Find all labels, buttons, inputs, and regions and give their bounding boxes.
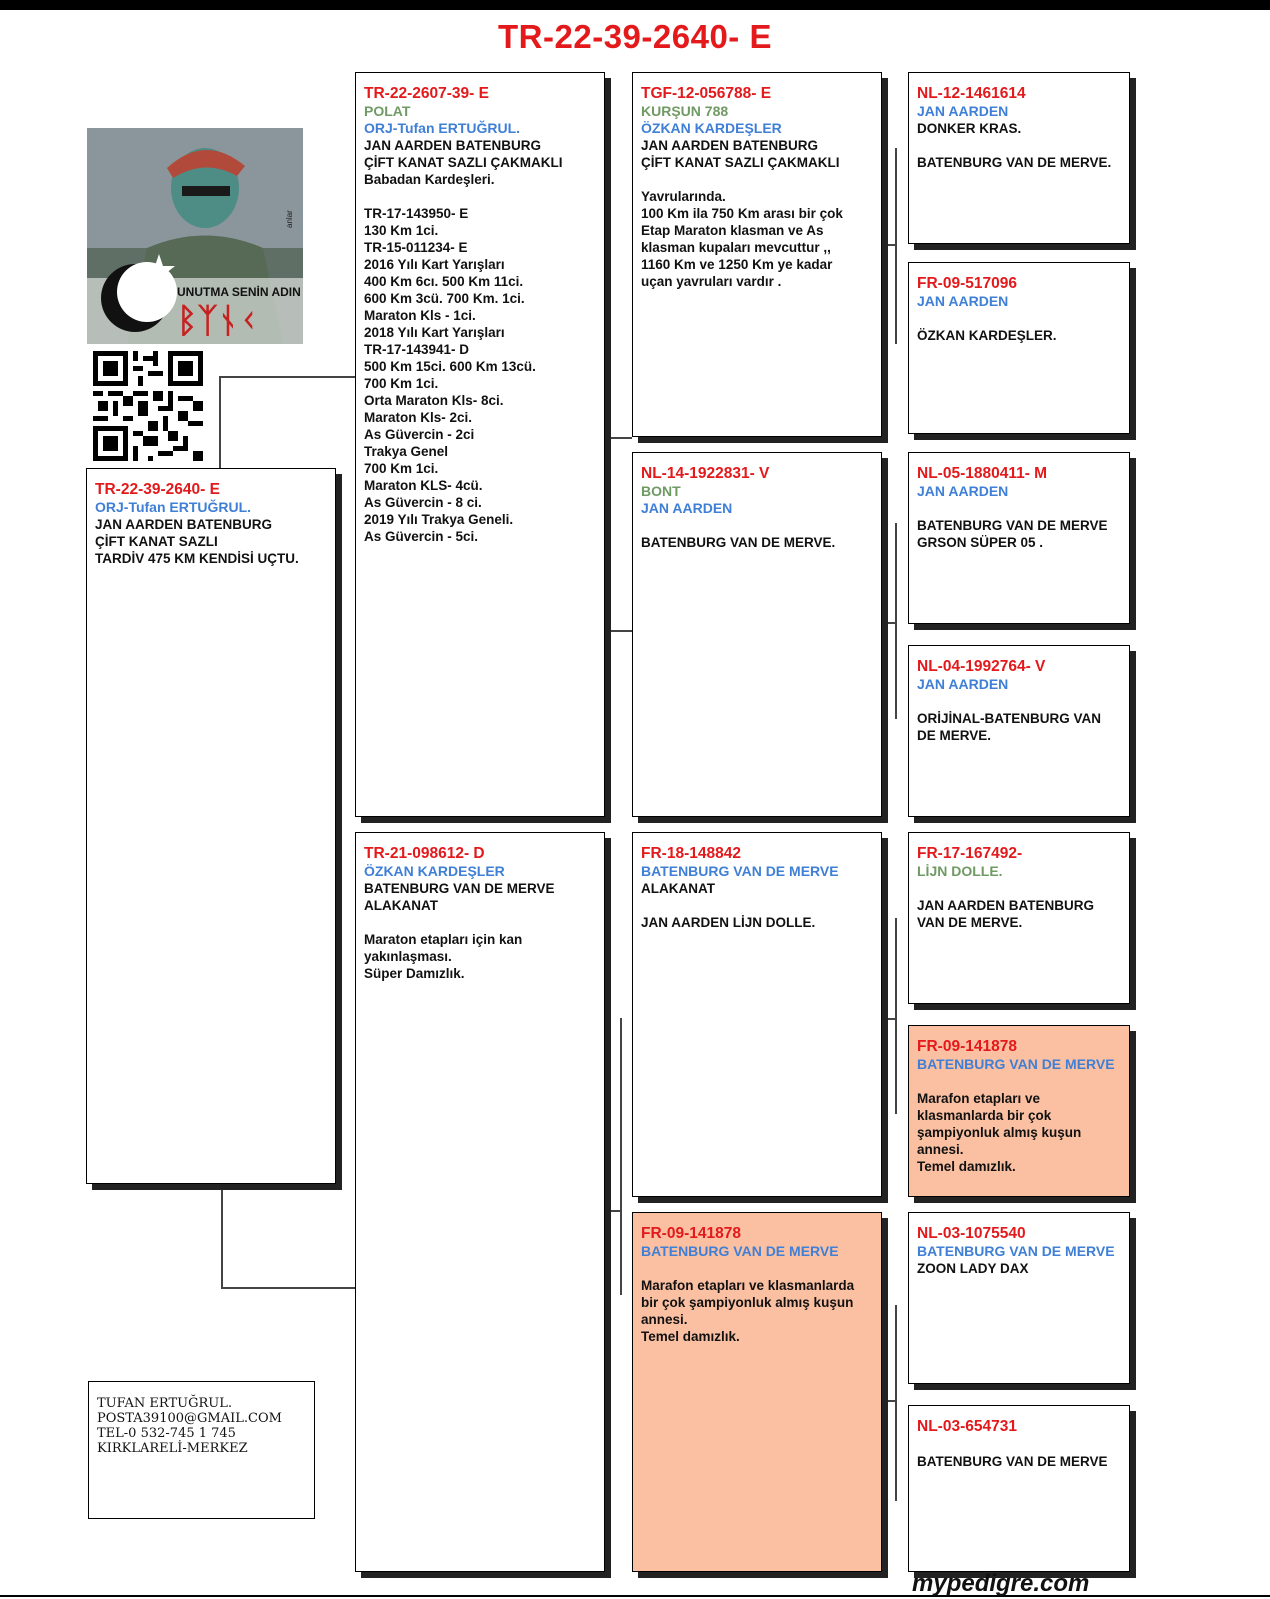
- pigeon-notes: Marafon etapları ve klasmanlarda bir çok şampiyonluk almış kuşun annesi. Temel damızlık.: [641, 1278, 855, 1344]
- qr-code: [93, 351, 203, 461]
- top-bar: [0, 0, 1270, 10]
- pigeon-card-sire: [355, 72, 605, 817]
- pigeon-card-dds: [908, 1212, 1130, 1384]
- connector: [608, 437, 632, 439]
- pigeon-notes: ZOON LADY DAX: [917, 1261, 1029, 1276]
- connector: [620, 1018, 622, 1295]
- connector: [895, 148, 897, 344]
- connector: [880, 622, 895, 624]
- breeder-name: ÖZKAN KARDEŞLER: [364, 863, 505, 879]
- pigeon-card-dam-sire: [632, 832, 882, 1197]
- connector: [219, 376, 355, 378]
- breeder-name: JAN AARDEN: [917, 483, 1009, 499]
- pigeon-card-sss: [908, 72, 1130, 244]
- pigeon-achievements: TR-17-143950- E 130 Km 1ci. TR-15-011234- E 2016 Yılı Kart Yarışları 400 Km 6cı. 500 Km 11ci. 600 Km 3cü. 700 Km. 1ci. Maraton Kls - 1ci. 2018 Yılı Kart Yarışları TR-17-143941- D 500 Km 15ci. 600 Km 13cü. 700 Km 1ci. Orta Maraton Kls- 8ci. Maraton Kls- 2ci. As Güvercin - 2ci Trakya Genel 700 Km 1ci. Maraton KLS- 4cü. As Güvercin - 8 ci. 2019 Yılı Trakya Geneli. As Güvercin - 5ci.: [364, 206, 536, 544]
- pigeon-owner-photo: [87, 128, 303, 344]
- breeder-name: BATENBURG VAN DE MERVE: [917, 1056, 1115, 1072]
- connector: [608, 437, 610, 631]
- connector: [880, 244, 895, 246]
- ring-number: NL-05-1880411- M: [917, 465, 1048, 482]
- ring-number: FR-09-517096: [917, 275, 1017, 292]
- ring-number: TR-22-39-2640- E: [95, 481, 220, 498]
- pigeon-name: LİJN DOLLE.: [917, 863, 1003, 879]
- connector: [895, 523, 897, 719]
- breeder-name: ORJ-Tufan ERTUĞRUL.: [364, 120, 521, 136]
- ring-number: NL-04-1992764- V: [917, 658, 1046, 675]
- photo-side-text: anlar: [285, 210, 294, 228]
- connector: [880, 1018, 895, 1020]
- ring-number: NL-03-1075540: [917, 1225, 1026, 1242]
- breeder-name: JAN AARDEN: [917, 103, 1009, 119]
- breeder-name: BATENBURG VAN DE MERVE: [641, 863, 839, 879]
- ring-number: TGF-12-056788- E: [641, 85, 772, 102]
- connector: [221, 1287, 355, 1289]
- pigeon-notes: BATENBURG VAN DE MERVE: [917, 1454, 1108, 1469]
- brand-watermark: mypedigre.com: [912, 1570, 1090, 1597]
- pigeon-notes: ORİJİNAL-BATENBURG VAN DE MERVE.: [917, 711, 1101, 743]
- ring-number: FR-09-141878: [641, 1225, 741, 1242]
- pigeon-card-dsd: [908, 1025, 1130, 1197]
- ring-number: TR-22-2607-39- E: [364, 85, 489, 102]
- connector: [880, 1400, 895, 1402]
- pigeon-notes: JAN AARDEN BATENBURG VAN DE MERVE.: [917, 898, 1095, 930]
- ring-number: NL-14-1922831- V: [641, 465, 770, 482]
- breeder-name: JAN AARDEN: [641, 500, 733, 516]
- pigeon-notes: BATENBURG VAN DE MERVE GRSON SÜPER 05 .: [917, 518, 1108, 550]
- breeder-name: ÖZKAN KARDEŞLER: [641, 120, 782, 136]
- photo-banner-text: UNUTMA SENİN ADIN: [177, 285, 301, 299]
- pigeon-notes: Marafon etapları ve klasmanlarda bir çok şampiyonluk almış kuşun annesi. Temel damızlık.: [917, 1091, 1082, 1174]
- pigeon-notes: BATENBURG VAN DE MERVE ALAKANAT: [364, 881, 555, 913]
- page-title: TR-22-39-2640- E: [498, 18, 772, 55]
- pigeon-achievements: BATENBURG VAN DE MERVE.: [917, 155, 1112, 170]
- connector: [608, 630, 632, 632]
- pigeon-notes: JAN AARDEN BATENBURG ÇİFT KANAT SAZLI ÇAKMAKLI Babadan Kardeşleri.: [364, 138, 563, 187]
- pigeon-notes: JAN AARDEN BATENBURG ÇİFT KANAT SAZLI ÇAKMAKLI: [641, 138, 840, 170]
- breeder-name: JAN AARDEN: [917, 676, 1009, 692]
- breeder-name: ORJ-Tufan ERTUĞRUL.: [95, 499, 252, 515]
- pigeon-card-dam: [355, 832, 605, 1572]
- pigeon-name: POLAT: [364, 103, 411, 119]
- pigeon-notes: ÖZKAN KARDEŞLER.: [917, 328, 1057, 343]
- pigeon-card-ssd: [908, 262, 1130, 434]
- pigeon-card-sds: [908, 452, 1130, 624]
- ring-number: FR-09-141878: [917, 1038, 1017, 1055]
- pigeon-card-sire-sire: [632, 72, 882, 437]
- ring-number: NL-12-1461614: [917, 85, 1026, 102]
- pigeon-achievements: JAN AARDEN LİJN DOLLE.: [641, 915, 816, 930]
- pigeon-achievements: Yavrularında. 100 Km ila 750 Km arası bir çok Etap Maraton klasman ve As klasman kupaları mevcuttur ,, 1160 Km ve 1250 Km ye kadar uçan yavruları vardır .: [641, 189, 843, 289]
- pigeon-card-sdd: [908, 645, 1130, 817]
- breeder-name: BATENBURG VAN DE MERVE: [641, 1243, 839, 1259]
- ring-number: FR-17-167492-: [917, 845, 1023, 862]
- pigeon-card-dam-dam: [632, 1212, 882, 1572]
- pigeon-name: KURŞUN 788: [641, 103, 729, 119]
- pigeon-notes: ALAKANAT: [641, 881, 715, 896]
- connector: [895, 918, 897, 1114]
- pigeon-card-ddd: [908, 1405, 1130, 1572]
- pigeon-achievements: Maraton etapları için kan yakınlaşması. Süper Damızlık.: [364, 932, 523, 981]
- photo-logo-text: ᛒᛉᚾᚲ: [177, 301, 259, 341]
- ring-number: FR-18-148842: [641, 845, 741, 862]
- pigeon-card-subject: [86, 468, 336, 1184]
- ring-number: NL-03-654731: [917, 1418, 1017, 1435]
- pigeon-notes: JAN AARDEN BATENBURG ÇİFT KANAT SAZLI TARDİV 475 KM KENDİSİ UÇTU.: [95, 517, 299, 566]
- ring-number: TR-21-098612- D: [364, 845, 485, 862]
- contact-info: TUFAN ERTUĞRUL. POSTA39100@GMAIL.COM TEL-0 532-745 1 745 KIRKLARELİ-MERKEZ: [88, 1381, 315, 1519]
- pigeon-card-dss: [908, 832, 1130, 1004]
- connector: [895, 1305, 897, 1501]
- pigeon-notes: DONKER KRAS.: [917, 121, 1022, 136]
- connector: [219, 376, 221, 470]
- pigeon-name: BONT: [641, 483, 681, 499]
- pigeon-notes: BATENBURG VAN DE MERVE.: [641, 535, 836, 550]
- connector: [221, 1185, 223, 1288]
- breeder-name: BATENBURG VAN DE MERVE: [917, 1243, 1115, 1259]
- breeder-name: JAN AARDEN: [917, 293, 1009, 309]
- pigeon-card-sire-dam: [632, 452, 882, 817]
